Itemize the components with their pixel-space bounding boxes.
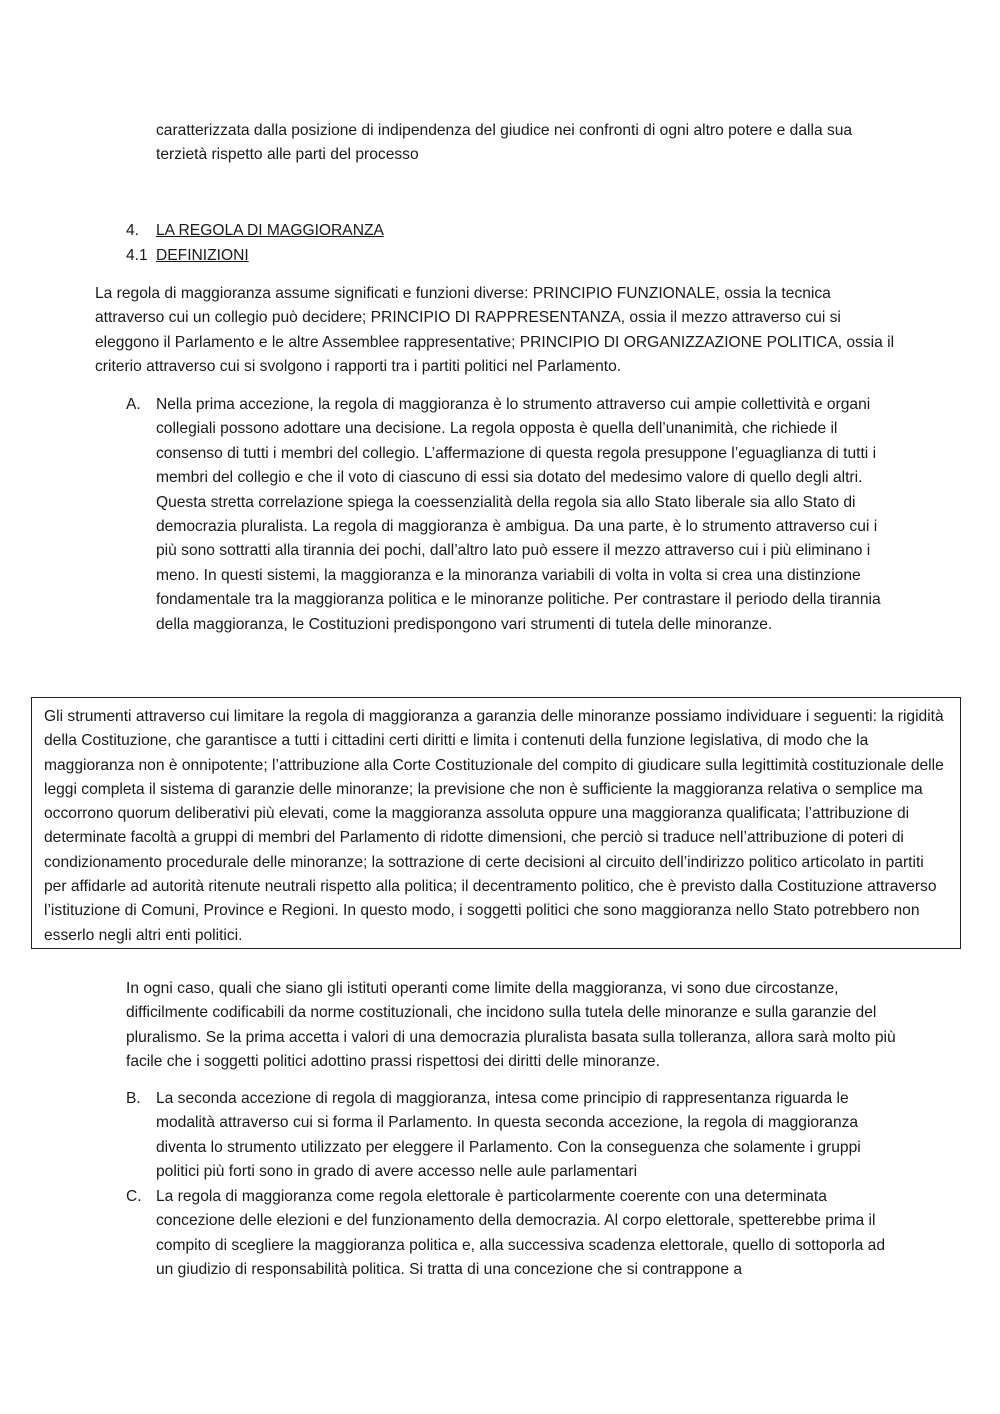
boxed-note (31, 697, 961, 949)
section-number: 4. (126, 222, 140, 239)
list-item-a (126, 393, 906, 637)
paragraph-after-box: In ogni caso, quali che siano gli istituti operanti come limite della maggioranza, vi sono due circostanze, difficilmente codificabili da norme costituzionali, che incidono sulla tutela delle minoranze e sulla garanzie del pluralismo. Se la prima accetta i valori di una democrazia pluralista basata sulla tolleranza, allora sarà molto più facile che i soggetti politici adottino prassi rispettosi dei diritti delle minoranze. (126, 980, 896, 1071)
list-item-c (126, 1185, 906, 1283)
list-item-text: La regola di maggioranza come regola elettorale è particolarmente coerente con una determinata concezione delle elezioni e del funzionamento della democrazia. Al corpo elettorale, spetterebbe prima il compito di scegliere la maggioranza politica e, alla successiva scadenza elettorale, quello di sottoporla ad un giudizio di responsabilità politica. Si tratta di una concezione che si contrappone a (156, 1188, 885, 1279)
subsection-number: 4.1 (126, 247, 148, 264)
boxed-note-text: Gli strumenti attraverso cui limitare la regola di maggioranza a garanzia delle minoranze possiamo individuare i seguenti: la rigidità della Costituzione, che garantisce a tutti i cittadini certi diritti e limita i contenuti della funzione legislativa, di modo che la maggioranza non è onnipotente; l’attribuzione alla Corte Costituzionale del compito di giudicare sulla legittimità costituzionale delle leggi completa il sistema di garanzie delle minoranze; la previsione che non è sufficiente la maggioranza relativa o semplice ma occorrono quorum deliberativi più elevati, come la maggioranza assoluta oppure una maggioranza qualificata; l’attribuzione di determinate facoltà a gruppi di membri del Parlamento di ridotte dimensioni, che perciò si traduce nell’attribuzione di poteri di condizionamento procedurale delle minoranze; la sottrazione di certe decisioni al circuito dell’indirizzo politico articolato in partiti per affidarle ad autorità ritenute neutrali rispetto alla politica; il decentramento politico, che è previsto dalla Costituzione attraverso l’istituzione di Comuni, Province e Regioni. In questo modo, i soggetti politici che sono maggioranza nello Stato potrebbero non esserlo negli altri enti politici. (44, 708, 944, 944)
section-heading-4 (126, 219, 384, 243)
list-item-label: C. (126, 1188, 142, 1205)
subsection-title: DEFINIZIONI (156, 247, 249, 264)
section-heading-4-1 (126, 244, 249, 268)
section-title: LA REGOLA DI MAGGIORANZA (156, 222, 384, 239)
intro-continuation-paragraph: caratterizzata dalla posizione di indipendenza del giudice nei confronti di ogni altro potere e dalla sua terzietà rispetto alle parti del processo (156, 122, 853, 164)
list-item-text: Nella prima accezione, la regola di maggioranza è lo strumento attraverso cui ampie collettività e organi collegiali possono adottare una decisione. La regola opposta è quella dell’unanimità, che richiede il consenso di tutti i membri del collegio. L’affermazione di questa regola presuppone l’eguaglianza di tutti i membri del collegio e che il voto di ciascuno di essi sia dotato del medesimo valore di quello degli altri. Questa stretta correlazione spiega la coessenzialità della regola sia allo Stato liberale sia allo Stato di democrazia pluralista. La regola di maggioranza è ambigua. Da una parte, è lo strumento attraverso cui i più sono sottratti alla tirannia dei pochi, dall’altro lato può essere il mezzo attraverso cui i più eliminano i meno. In questi sistemi, la maggioranza e la minoranza variabili di volta in volta si crea una distinzione fondamentale tra la maggioranza politica e le minoranze politiche. Per contrastare il periodo della tirannia della maggioranza, le Costituzioni predispongono vari strumenti di tutela delle minoranze. (156, 396, 881, 633)
list-item-label: B. (126, 1090, 141, 1107)
intro-paragraph: La regola di maggioranza assume significati e funzioni diverse: PRINCIPIO FUNZIONALE, ossia la tecnica attraverso cui un collegio può decidere; PRINCIPIO DI RAPPRESENTANZA, ossia il mezzo attraverso cui si eleggono il Parlamento e le altre Assemblee rappresentative; PRINCIPIO DI ORGANIZZAZIONE POLITICA, ossia il criterio attraverso cui si svolgono i rapporti tra i partiti politici nel Parlamento. (95, 285, 895, 376)
list-item-label: A. (126, 396, 141, 413)
list-item-text: La seconda accezione di regola di maggioranza, intesa come principio di rappresentanza riguarda le modalità attraverso cui si forma il Parlamento. In questa seconda accezione, la regola di maggioranza diventa lo strumento utilizzato per eleggere il Parlamento. Con la conseguenza che solamente i gruppi politici più forti sono in grado di avere accesso nelle aule parlamentari (156, 1090, 861, 1181)
list-item-b (126, 1087, 906, 1185)
